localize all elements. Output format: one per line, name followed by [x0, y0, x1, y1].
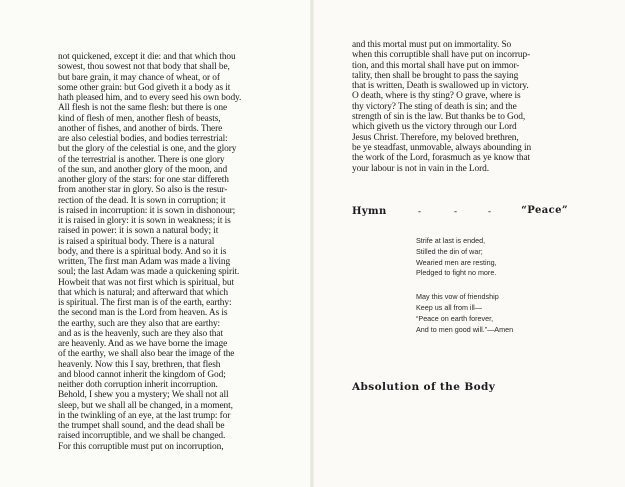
- hymn-verses: [416, 236, 566, 335]
- text-line: For this corruptible must put on incorruption,: [58, 441, 224, 452]
- text-line: are heavenly. And as we have borne the image: [58, 339, 228, 349]
- text-line: O death, where is thy sting? O grave, where is: [352, 91, 521, 102]
- text-line: thy victory? The sting of death is sin; and the: [352, 101, 517, 112]
- text-line: the trumpet shall sound, and the dead shall be: [58, 421, 225, 431]
- hymn-label: Hymn: [352, 206, 387, 217]
- text-line: tality, then shall be brought to pass the saying: [352, 70, 519, 81]
- page-gutter: [310, 0, 314, 487]
- text-line: some other grain: but God giveth it a body as it: [58, 82, 231, 93]
- verse-line: Wearied men are resting,: [416, 257, 497, 267]
- text-line: soul; the last Adam was made a quickening spirit.: [58, 267, 240, 278]
- separator-dash: -: [488, 206, 491, 216]
- verse-line: Strife at last is ended,: [416, 236, 486, 245]
- text-line: of the sun, and another glory of the moon, and: [58, 164, 228, 175]
- text-line: of the terrestrial is another. There is one glory: [58, 154, 225, 165]
- verse-line: And to men good will.”—Amen: [416, 324, 514, 334]
- separator-dash: -: [454, 206, 457, 216]
- text-line: but the glory of the celestial is one, and the glory: [58, 144, 237, 155]
- text-line: of the earthy, we shall also bear the image of the: [58, 349, 235, 360]
- text-line: be ye steadfast, unmovable, always abounding in: [352, 142, 532, 153]
- hymn-stanza-1: [416, 236, 566, 279]
- text-line: the earthy, such are they also that are earthy:: [58, 318, 221, 329]
- text-line: written, The first man Adam was made a living: [58, 257, 231, 267]
- verse-line: Pledged to fight no more.: [416, 268, 497, 278]
- text-line: are also celestial bodies, and bodies terrestrial:: [58, 134, 228, 144]
- text-line: hath pleased him, and to every seed his own body.: [58, 93, 242, 103]
- text-line: not quickened, except it die: and that which thou: [58, 52, 236, 62]
- text-line: the work of the Lord, forasmuch as ye know that: [352, 153, 531, 164]
- text-line: raised in power: it is sown a natural body; it: [58, 226, 219, 237]
- text-line: Howbeit that was not first which is spiritual, but: [58, 277, 234, 288]
- separator-dash: -: [418, 206, 421, 216]
- text-line: another glory of the stars: for one star differeth: [58, 175, 229, 185]
- text-line: body, and there is a spiritual body. And so it is: [58, 246, 227, 257]
- text-line: tion, and this mortal shall have put on immor-: [352, 60, 520, 71]
- hymn-stanza-2: [416, 292, 566, 335]
- text-line: Jesus Christ. Therefore, my beloved brethren,: [352, 132, 519, 143]
- text-line: that which is natural; and afterward that which: [58, 287, 228, 298]
- text-line: from another star in glory. So also is the resur-: [58, 185, 228, 196]
- text-line: strength of sin is the law. But thanks be to God,: [352, 112, 526, 123]
- left-scripture-text: [58, 52, 298, 452]
- text-line: but bare grain, it may chance of wheat, or of: [58, 72, 220, 83]
- text-line: sowest, thou sowest not that body that shall be,: [58, 62, 230, 73]
- verse-line: Stilled the din of war;: [416, 246, 483, 256]
- text-line: which giveth us the victory through our Lord: [352, 122, 517, 133]
- text-line: heavenly. Now this I say, brethren, that flesh: [58, 359, 221, 370]
- right-scripture-text: [352, 40, 570, 174]
- text-line: it is raised in glory: it is sown in weakness; it is: [58, 216, 231, 226]
- text-line: when this corruptible shall have put on incorrup-: [352, 50, 531, 61]
- text-line: another of fishes, and another of birds. There: [58, 123, 223, 134]
- hymn-heading: [352, 204, 570, 220]
- text-line: and as is the heavenly, such are they also that: [58, 328, 223, 339]
- text-line: sleep, but we shall all be changed, in a moment,: [58, 400, 233, 411]
- section-heading: Absolution of the Body: [352, 381, 496, 393]
- verse-line: Keep us all from ill—: [416, 302, 482, 312]
- verse-line: May this vow of friendship: [416, 292, 499, 302]
- text-line: in the twinkling of an eye, at the last trump: for: [58, 410, 231, 421]
- text-line: and this mortal must put on immortality. So: [352, 40, 512, 50]
- text-line: Behold, I shew you a mystery; We shall not all: [58, 390, 229, 401]
- text-line: and blood cannot inherit the kingdom of God;: [58, 369, 226, 380]
- text-line: raised incorruptible, and we shall be changed.: [58, 431, 226, 442]
- text-line: kind of flesh of men, another flesh of beasts,: [58, 113, 221, 124]
- hymn-title: “Peace”: [521, 205, 568, 216]
- text-line: your labour is not in vain in the Lord.: [352, 163, 489, 174]
- text-line: the second man is the Lord from heaven. As is: [58, 308, 228, 319]
- text-line: rection of the dead. It is sown in corruption; it: [58, 195, 226, 206]
- text-line: is raised in incorruption: it is sown in dishonour;: [58, 205, 236, 216]
- text-line: that is written, Death is swallowed up in victory.: [352, 81, 529, 92]
- text-line: neither doth corruption inherit incorruption.: [58, 380, 218, 390]
- verse-line: “Peace on earth forever,: [416, 313, 494, 323]
- text-line: All flesh is not the same flesh: but there is one: [58, 103, 228, 114]
- text-line: is raised a spiritual body. There is a natural: [58, 236, 215, 247]
- text-line: is spiritual. The first man is of the earth, earthy:: [58, 298, 232, 308]
